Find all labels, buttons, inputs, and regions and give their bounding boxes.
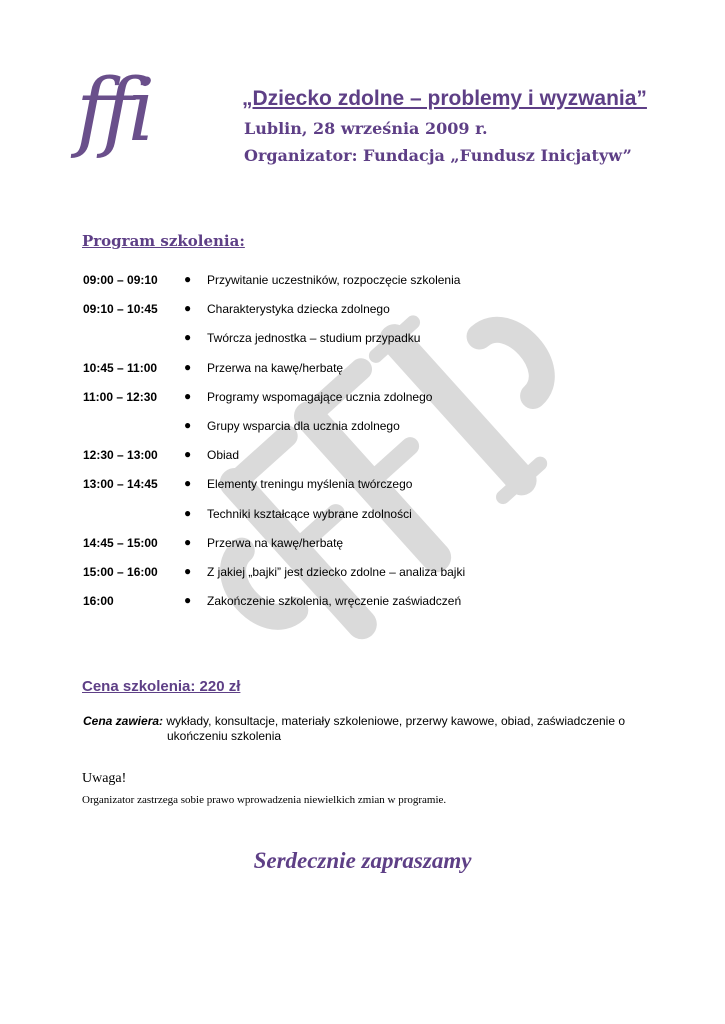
ffi-logo: ffi [76,61,150,161]
bullet-icon: ● [184,330,192,345]
schedule-time: 09:10 – 10:45 [83,302,158,317]
schedule-time: 10:45 – 11:00 [83,360,158,375]
schedule-row [0,361,725,381]
schedule-row [0,536,725,556]
schedule-time: 12:30 – 13:00 [83,448,158,463]
schedule-item: Grupy wsparcia dla ucznia zdolnego [207,419,400,433]
note-heading: Uwaga! [82,771,127,786]
bullet-icon: ● [184,505,192,520]
closing-invitation: Serdecznie zapraszamy [253,848,472,873]
schedule-item: Zakończenie szkolenia, wręczenie zaświadczeń [207,594,462,609]
training-title: „Dziecko zdolne – problemy i wyzwania” [242,87,647,110]
bullet-icon: ● [184,476,192,491]
schedule-item: Przerwa na kawę/herbatę [207,535,344,550]
schedule-row [0,507,725,527]
schedule-row [0,331,725,351]
schedule-time: 11:00 – 12:30 [83,389,158,404]
schedule-row [0,302,725,322]
price-heading: Cena szkolenia: 220 zł [82,678,241,695]
schedule-time: 09:00 – 09:10 [83,273,158,287]
note-text: Organizator zastrzega sobie prawo wprowadzenia niewielkich zmian w programie. [82,794,447,806]
schedule-row [0,448,725,468]
schedule-row [0,419,725,439]
schedule-row [0,477,725,497]
program-heading: Program szkolenia: [82,232,245,250]
schedule-row [0,565,725,585]
bullet-icon: ● [184,388,192,403]
date-place: Lublin, 28 września 2009 r. [244,119,488,138]
schedule-row [0,390,725,410]
schedule-time: 16:00 [83,594,114,609]
price-contents [83,714,643,744]
schedule-time: 13:00 – 14:45 [83,477,158,492]
organizer: Organizator: Fundacja „Fundusz Inicjatyw” [244,146,632,165]
bullet-icon: ● [184,564,192,578]
schedule-item: Przerwa na kawę/herbatę [207,360,344,375]
bullet-icon: ● [184,272,192,286]
schedule-item: Programy wspomagające ucznia zdolnego [207,389,433,404]
price-contents-label: Cena zawiera: [83,714,164,728]
bullet-icon: ● [184,534,192,549]
schedule-item: Twórcza jednostka – studium przypadku [207,331,421,346]
schedule-time: 15:00 – 16:00 [83,565,158,579]
schedule-time: 14:45 – 15:00 [83,535,158,550]
price-contents-line1: wykłady, konsultacje, materiały szkoleniowe, przerwy kawowe, obiad, zaświadczenie o [163,714,626,728]
schedule-row [0,594,725,614]
bullet-icon: ● [184,593,192,608]
schedule-item: Z jakiej „bajki” jest dziecko zdolne – analiza bajki [207,565,466,579]
schedule-row [0,273,725,293]
schedule-item: Techniki kształcące wybrane zdolności [207,506,412,521]
schedule-item: Elementy treningu myślenia twórczego [207,477,413,492]
bullet-icon: ● [184,301,192,316]
schedule-item: Obiad [207,448,240,463]
bullet-icon: ● [184,359,192,374]
price-contents-line2: ukończeniu szkolenia [167,729,282,743]
bullet-icon: ● [184,418,192,432]
schedule-item: Charakterystyka dziecka zdolnego [207,302,390,317]
schedule-item: Przywitanie uczestników, rozpoczęcie szkolenia [207,273,461,287]
bullet-icon: ● [184,447,192,462]
